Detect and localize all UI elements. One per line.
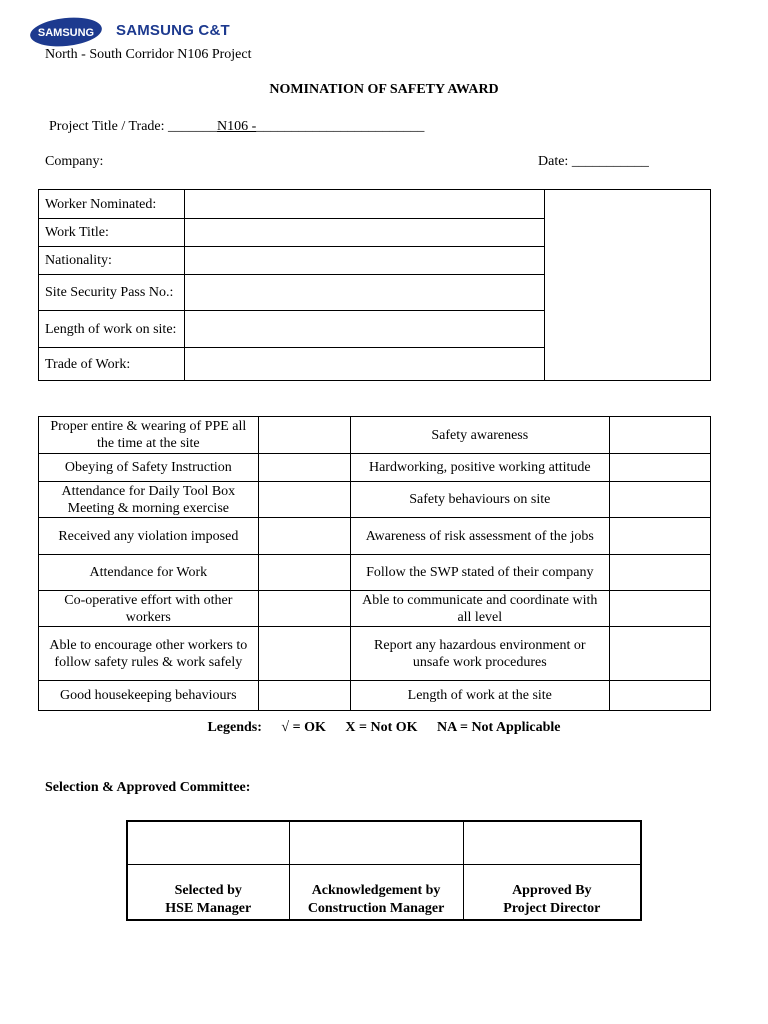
legend-not-ok: X = Not OK [345, 720, 418, 735]
criteria-right: Length of work at the site [350, 681, 609, 711]
worker-field-label: Length of work on site: [39, 311, 185, 348]
worker-field-value [185, 219, 545, 247]
criteria-left: Attendance for Work [39, 555, 259, 591]
criteria-table [38, 416, 711, 711]
role-line: Approved By [512, 883, 592, 898]
worker-field-label: Nationality: [39, 247, 185, 275]
criteria-left-mark [258, 591, 350, 627]
criteria-right: Safety behaviours on site [350, 482, 609, 518]
project-title-value: N106 - [217, 119, 257, 134]
legend [0, 720, 768, 736]
project-line: North - South Corridor N106 Project [45, 47, 252, 62]
date-label: Date: [538, 154, 569, 169]
legend-label: Legends: [207, 720, 262, 735]
project-title-blank-suffix: ________________________ [256, 119, 425, 134]
criteria-right: Follow the SWP stated of their company [350, 555, 609, 591]
criteria-right-mark [609, 591, 710, 627]
criteria-left-mark [258, 518, 350, 555]
photo-box [544, 190, 710, 381]
role-hse-manager [127, 865, 289, 921]
date-blank: ___________ [571, 154, 649, 169]
page-title: NOMINATION OF SAFETY AWARD [269, 82, 499, 97]
company-label: Company: [45, 154, 104, 169]
worker-field-value [185, 247, 545, 275]
criteria-right: Report any hazardous environment or unsafe work procedures [350, 627, 609, 681]
criteria-left: Able to encourage other workers to follow safety rules & work safely [39, 627, 259, 681]
role-construction-manager [289, 865, 463, 921]
criteria-right: Safety awareness [350, 417, 609, 454]
signature-box-construction [289, 821, 463, 865]
company-name: SAMSUNG C&T [116, 22, 230, 39]
criteria-left-mark [258, 555, 350, 591]
role-project-director [463, 865, 641, 921]
role-line: Selected by [174, 883, 242, 898]
role-line: Construction Manager [307, 901, 445, 916]
role-line: Project Director [503, 901, 601, 916]
criteria-left: Co-operative effort with other workers [39, 591, 259, 627]
criteria-right-mark [609, 454, 710, 482]
committee-title: Selection & Approved Committee: [45, 780, 251, 795]
criteria-right-mark [609, 627, 710, 681]
worker-field-value [185, 275, 545, 311]
role-line: HSE Manager [165, 901, 252, 916]
criteria-left-mark [258, 454, 350, 482]
criteria-left-mark [258, 417, 350, 454]
criteria-right-mark [609, 417, 710, 454]
criteria-right-mark [609, 482, 710, 518]
signature-box-hse [127, 821, 289, 865]
worker-field-label: Site Security Pass No.: [39, 275, 185, 311]
criteria-right: Able to communicate and coordinate with all level [350, 591, 609, 627]
legend-na: NA = Not Applicable [437, 720, 561, 735]
role-line: Acknowledgement by [311, 883, 441, 898]
worker-field-value [185, 190, 545, 219]
criteria-right-mark [609, 518, 710, 555]
date-row [538, 154, 649, 170]
logo-wordmark: SAMSUNG [37, 27, 95, 39]
criteria-right-mark [609, 555, 710, 591]
worker-field-label: Work Title: [39, 219, 185, 247]
worker-info-table [38, 189, 711, 381]
criteria-left: Good housekeeping behaviours [39, 681, 259, 711]
criteria-left-mark [258, 681, 350, 711]
project-title-label: Project Title / Trade: [49, 119, 165, 134]
criteria-left: Proper entire & wearing of PPE all the time at the site [39, 417, 259, 454]
criteria-left-mark [258, 627, 350, 681]
criteria-left-mark [258, 482, 350, 518]
criteria-right-mark [609, 681, 710, 711]
worker-field-label: Trade of Work: [39, 348, 185, 381]
samsung-logo [29, 16, 103, 48]
criteria-right: Hardworking, positive working attitude [350, 454, 609, 482]
criteria-right: Awareness of risk assessment of the jobs [350, 518, 609, 555]
criteria-left: Attendance for Daily Tool Box Meeting & morning exercise [39, 482, 259, 518]
criteria-left: Obeying of Safety Instruction [39, 454, 259, 482]
worker-field-label: Worker Nominated: [39, 190, 185, 219]
criteria-left: Received any violation imposed [39, 518, 259, 555]
signature-box-director [463, 821, 641, 865]
worker-field-value [185, 348, 545, 381]
approval-table [126, 820, 642, 921]
legend-ok: √ = OK [281, 720, 326, 735]
project-title-blank-prefix: _______ [168, 119, 218, 134]
worker-field-value [185, 311, 545, 348]
project-title-row [49, 119, 424, 135]
